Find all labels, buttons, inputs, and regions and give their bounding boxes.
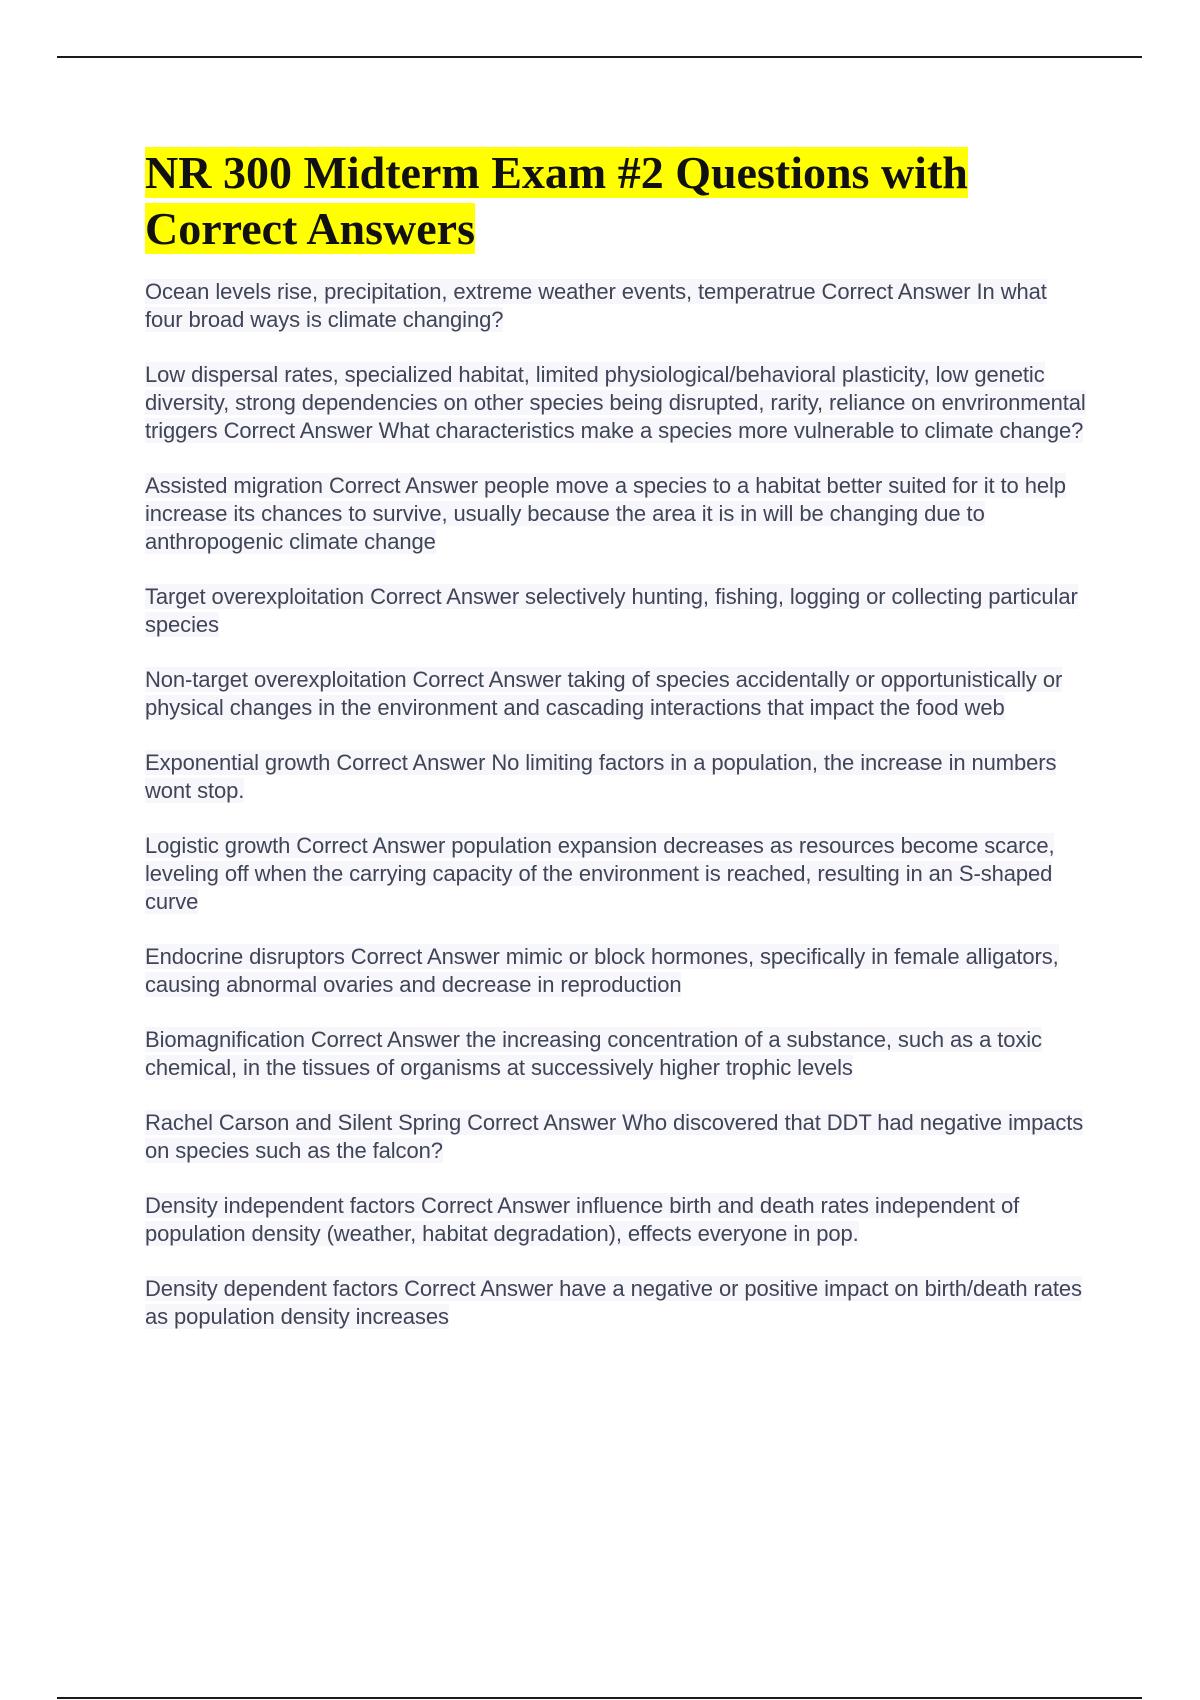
qa-entry: Ocean levels rise, precipitation, extreme weather events, temperatrue Correct Answer In what four broad ways is climate changing?: [145, 279, 1047, 332]
qa-entry: Rachel Carson and Silent Spring Correct Answer Who discovered that DDT had negative impacts on species such as the falcon?: [145, 1110, 1084, 1163]
qa-entry: Exponential growth Correct Answer No limiting factors in a population, the increase in numbers wont stop.: [145, 750, 1057, 803]
qa-list: [145, 278, 1090, 1331]
qa-entry: Density independent factors Correct Answer influence birth and death rates independent of population density (weather, habitat degradation), effects everyone in pop.: [145, 1193, 1020, 1246]
qa-entry: Biomagnification Correct Answer the increasing concentration of a substance, such as a toxic chemical, in the tissues of organisms at successively higher trophic levels: [145, 1027, 1042, 1080]
top-rule: [57, 56, 1142, 58]
qa-entry: Density dependent factors Correct Answer have a negative or positive impact on birth/death rates as population density increases: [145, 1276, 1082, 1329]
title-text: NR 300 Midterm Exam #2 Questions with Correct Answers: [145, 147, 968, 254]
qa-entry: Logistic growth Correct Answer population expansion decreases as resources become scarce, leveling off when the carrying capacity of the environment is reached, resulting in an S-shaped curve: [145, 833, 1055, 914]
document-title: [145, 145, 1090, 257]
bottom-rule: [57, 1697, 1142, 1699]
document-body: [145, 145, 1090, 1358]
qa-entry: Low dispersal rates, specialized habitat, limited physiological/behavioral plasticity, low genetic diversity, strong dependencies on other species being disrupted, rarity, reliance on envrironmental triggers Correct Answer What characteristics make a species more vulnerable to climate change?: [145, 362, 1086, 443]
qa-entry: Non-target overexploitation Correct Answer taking of species accidentally or opportunistically or physical changes in the environment and cascading interactions that impact the food web: [145, 667, 1063, 720]
qa-entry: Target overexploitation Correct Answer selectively hunting, fishing, logging or collecting particular species: [145, 584, 1078, 637]
qa-entry: Endocrine disruptors Correct Answer mimic or block hormones, specifically in female alligators, causing abnormal ovaries and decrease in reproduction: [145, 944, 1059, 997]
qa-entry: Assisted migration Correct Answer people move a species to a habitat better suited for it to help increase its chances to survive, usually because the area it is in will be changing due to anthropogenic climate change: [145, 473, 1066, 554]
